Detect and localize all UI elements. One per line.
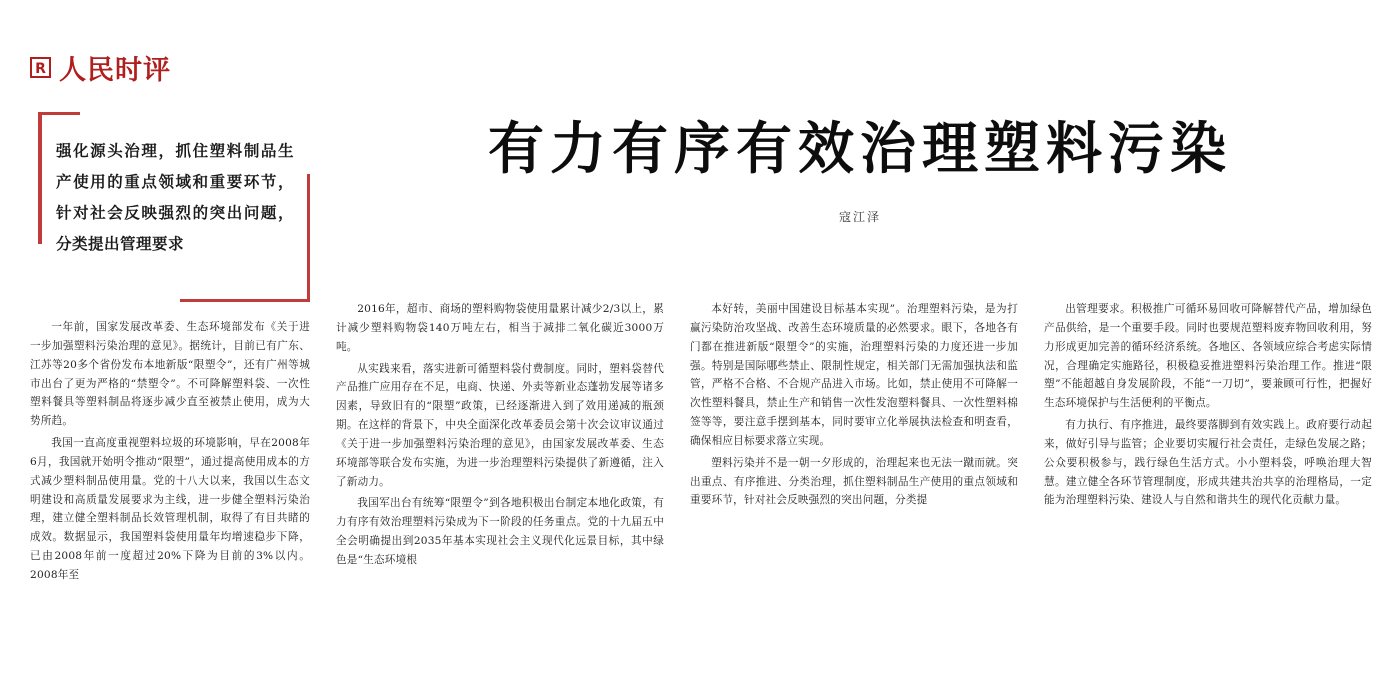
paragraph: 本好转，美丽中国建设目标基本实现”。治理塑料污染，是为打赢污染防治攻坚战、改善生态环境质量的必然要求。眼下，各地各有门都在推进新版“限塑令”的实施，治理塑料污染的力度还进一步加强。特别是国际哪些禁止、限制性规定，相关部门无需加强执法和监管，严格不合格、不合规产品进入市场。比如，禁止使用不可降解一次性塑料餐具，禁止生产和销售一次性发泡塑料餐具、一次性塑料棉签等等，要注意手摆到基本，同时要审立化举展执法检查和明查看，确保相应目标要求落立实现。: [690, 303, 1018, 447]
article-column-4: [1044, 300, 1372, 696]
masthead: [30, 48, 1372, 87]
article-column-1: [30, 300, 310, 696]
article-headline: 有力有序有效治理塑料污染: [488, 117, 1232, 182]
paragraph: 出管理要求。积极推广可循环易回收可降解替代产品，增加绿色产品供给，是一个重要手段。同时也要规范塑料废弃物回收利用，努力形成更加完善的循环经济系统。各地区、各领域应综合考虑实际情况，合理确定实施路径，积极稳妥推进塑料污染治理工作。推进“限塑”不能超越自身发展阶段，不能“一刀切”，要兼顾可行性，把握好生态环境保护与生活便利的平衡点。: [1044, 303, 1372, 410]
pull-quote-frame-right: [307, 174, 310, 302]
article-byline: 寇江泽: [838, 210, 881, 225]
pull-quote-frame-left: [38, 112, 42, 244]
pull-quote-text: 强化源头治理，抓住塑料制品生产使用的重点领域和重要环节，针对社会反映强烈的突出问题，分类提出管理要求: [56, 142, 294, 253]
article-column-3: [690, 300, 1018, 696]
paragraph: 塑料污染并不是一朝一夕形成的，治理起来也无法一蹴而就。突出重点、有序推进、分类治理，抓住塑料制品生产使用的重点领域和重要环节，针对社会反映强烈的突出问题，分类提: [690, 456, 1018, 507]
pull-quote-frame-top: [38, 112, 80, 115]
people-daily-logo-icon: R: [30, 57, 51, 78]
paragraph: 我国一直高度重视塑料垃圾的环境影响，早在2008年6月，我国就开始明令推动“限塑”，通过提高使用成本的方式减少塑料制品使用量。党的十八大以来，我国以生态文明建设和高质量发展要求为主线，进一步健全塑料污染治理，建立健全塑料制品长效管理机制，取得了有目共睹的成效。数据显示，我国塑料袋使用量年均增速稳步下降，已由2008年前一度超过20%下降为目前的3%以内。2008年至: [30, 437, 310, 581]
masthead-title: 人民时评: [59, 55, 171, 86]
article-column-2: [336, 300, 664, 696]
paragraph: 我国军出台有统筹“限塑令”到各地积极出台制定本地化政策，有力有序有效治理塑料污染成为下一阶段的任务重点。党的十九届五中全会明确提出到2035年基本实现社会主义现代化远景目标，其中绿色是“生态环境根: [336, 497, 664, 566]
pull-quote-box: [30, 112, 310, 302]
paragraph: 2016年，超市、商场的塑料购物袋使用量累计减少2/3以上，累计减少塑料购物袋140万吨左右，相当于减排二氧化碳近3000万吨。: [336, 303, 664, 353]
paragraph: 有力执行、有序推进，最终要落脚到有效实践上。政府要行动起来，做好引导与监管；企业要切实履行社会责任，走绿色发展之路；公众要积极参与，践行绿色生活方式。小小塑料袋，呼唤治理大智慧。建立健全各环节管理制度，形成共建共治共享的治理格局，一定能为治理塑料污染、建设人与自然和谐共生的现代化贡献力量。: [1044, 419, 1372, 507]
paragraph: 从实践来看，落实进新可循塑料袋付费制度。同时，塑料袋替代产品推广应用存在不足，电商、快递、外卖等新业态蓬勃发展等诸多因素，导致旧有的“限塑”政策，已经逐渐进入到了效用递减的瓶颈期。在这样的背景下，中央全面深化改革委员会第十次会议审议通过《关于进一步加强塑料污染治理的意见》，由国家发展改革委、生态环境部等联合发布实施，为进一步治理塑料污染提供了新遵循，注入了新动力。: [336, 362, 664, 488]
headline-area: [380, 118, 1340, 225]
paragraph: 一年前，国家发展改革委、生态环境部发布《关于进一步加强塑料污染治理的意见》。据统计，目前已有广东、江苏等20多个省份发布本地新版“限塑令”，还有广州等城市出台了更为严格的“禁塑令”。不可降解塑料袋、一次性塑料餐具等塑料制品将逐步减少直至被禁止使用，成为大势所趋。: [30, 321, 310, 428]
body-columns: [30, 300, 1372, 696]
